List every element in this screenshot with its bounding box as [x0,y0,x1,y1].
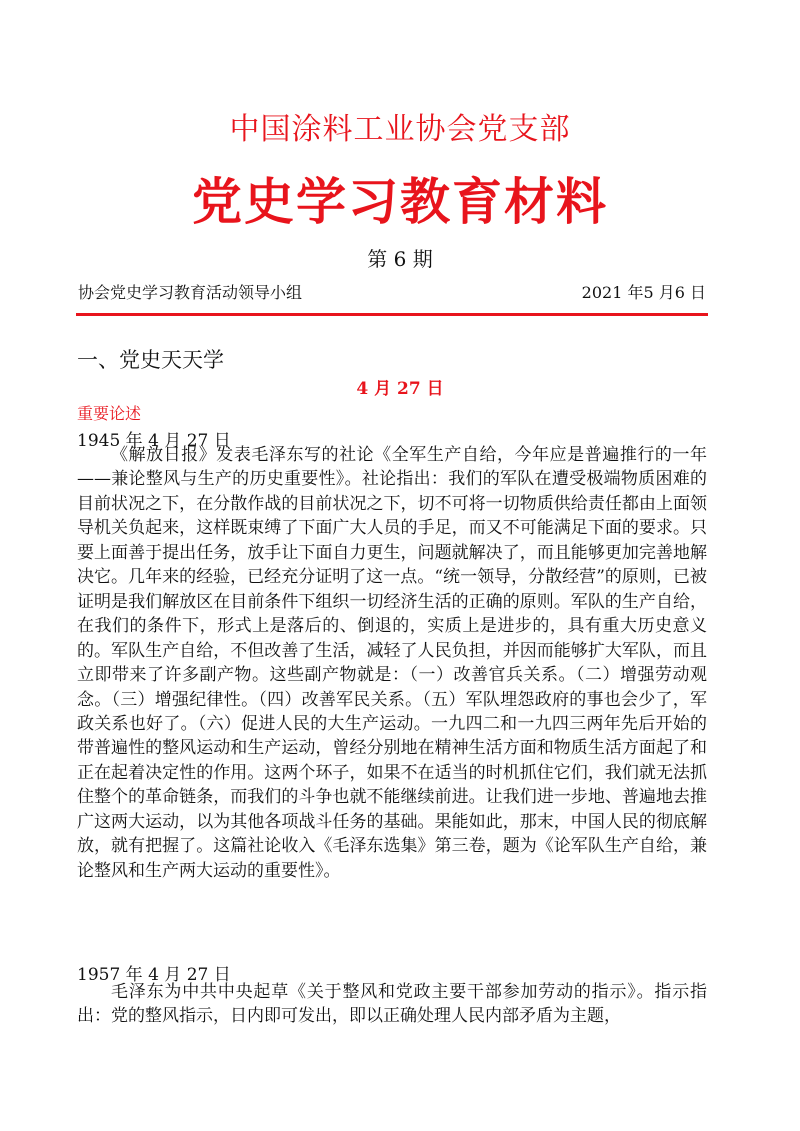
subsection-label: 重要论述 [77,404,142,423]
organization-title: 中国涂料工业协会党支部 [229,112,571,147]
entry-date: 1945 年 4 月 27 日 [77,431,231,451]
day-heading: 4 月 27 日 [356,379,444,399]
section-heading: 一、党史天天学 [77,348,224,372]
entry-date: 1957 年 4 月 27 日 [77,965,231,985]
publisher-name: 协会党史学习教育活动领导小组 [78,283,303,302]
document-title: 党史学习教育材料 [192,173,608,231]
entry-paragraph: 《解放日报》发表毛泽东写的社论《全军生产自给，今年应是普遍推行的一年——兼论整风与生产的历史重要性》。社论指出：我们的军队在遭受极端物质困难的目前状况之下，在分散作战的目前状况之下，切不可将一切物质供给责任都由上面领导机关负起来，这样既束缚了下面广大人员的手足，而又不可能满足下面的要求。只要上面善于提出任务，放手让下面自力更生，问题就解决了，而且能够更加完善地解决它。几年来的经验，已经充分证明了这一点。“统一领导，分散经营”的原则，已被证明是我们解放区在目前条件下组织一切经济生活的正确的原则。军队的生产自给，在我们的条件下，形式上是落后的、倒退的，实质上是进步的，具有重大历史意义的。军队生产自给，不但改善了生活，减轻了人民负担，并因而能够扩大军队，而且立即带来了许多副产物。这些副产物就是：（一）改善官兵关系。（二）增强劳动观念。（三）增强纪律性。（四）改善军民关系。（五）军队埋怨政府的事也会少了，军政关系也好了。（六）促进人民的大生产运动。一九四二和一九四三两年先后开始的带普遍性的整风运动和生产运动，曾经分别地在精神生活方面和物质生活方面起了和正在起着决定性的作用。这两个环子，如果不在适当的时机抓住它们，我们就无法抓住整个的革命链条，而我们的斗争也就不能继续前进。让我们进一步地、普遍地去推广这两大运动，以为其他各项战斗任务的基础。果能如此，那末，中国人民的彻底解放，就有把握了。这篇社论收入《毛泽东选集》第三卷，题为《论军队生产自给，兼论整风和生产两大运动的重要性》。 [77,445,707,881]
issue-number: 第 6 期 [367,247,433,271]
header-divider [76,313,708,316]
entry-paragraph: 毛泽东为中共中央起草《关于整风和党政主要干部参加劳动的指示》。指示指出：党的整风指示，日内即可发出，即以正确处理人民内部矛盾为主题， [77,982,707,1027]
publish-date: 2021 年5 月6 日 [581,283,706,302]
